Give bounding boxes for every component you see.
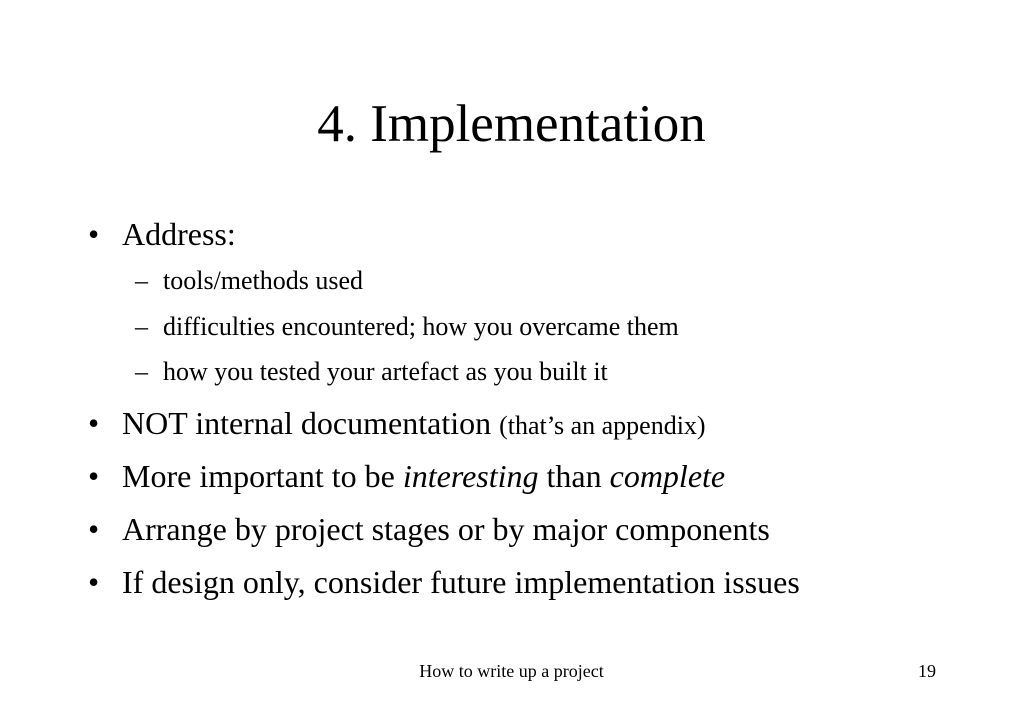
sub-bullet-item [135,311,679,343]
footer-title: How to write up a project [419,661,604,681]
sub-bullet-text: how you tested your artefact as you built it [163,357,608,386]
bullet-item-design-only [88,562,800,602]
bullet-text: Address: [122,216,236,252]
bullet-icon: • [88,216,100,252]
bullet-text: Arrange by project stages or by major components [122,511,770,547]
bullet-item-not-internal-documentation [88,403,706,446]
dash-icon: – [135,357,148,386]
bullet-item-address [88,214,236,254]
bullet-text-middle: than [538,458,610,494]
sub-bullet-text: tools/methods used [163,266,364,295]
bullet-icon: • [88,564,100,600]
bullet-text-start: More important to be [122,458,403,494]
sub-bullet-text: difficulties encountered; how you overcame them [163,312,679,341]
slide-title: 4. Implementation [317,95,706,153]
sub-bullet-item [135,356,608,388]
bullet-icon: • [88,405,100,441]
bullet-text: NOT internal documentation [122,405,492,441]
bullet-icon: • [88,458,100,494]
dash-icon: – [135,266,148,295]
dash-icon: – [135,312,148,341]
bullet-text: If design only, consider future implementation issues [122,564,800,600]
bullet-aside: (that’s an appendix) [499,411,706,440]
bullet-icon: • [88,511,100,547]
page-number: 19 [918,661,936,681]
emphasis-interesting: interesting [402,458,539,494]
sub-bullet-item [135,265,364,297]
emphasis-complete: complete [609,458,726,494]
bullet-item-interesting-than-complete [88,456,726,496]
bullet-item-arrange [88,509,770,549]
